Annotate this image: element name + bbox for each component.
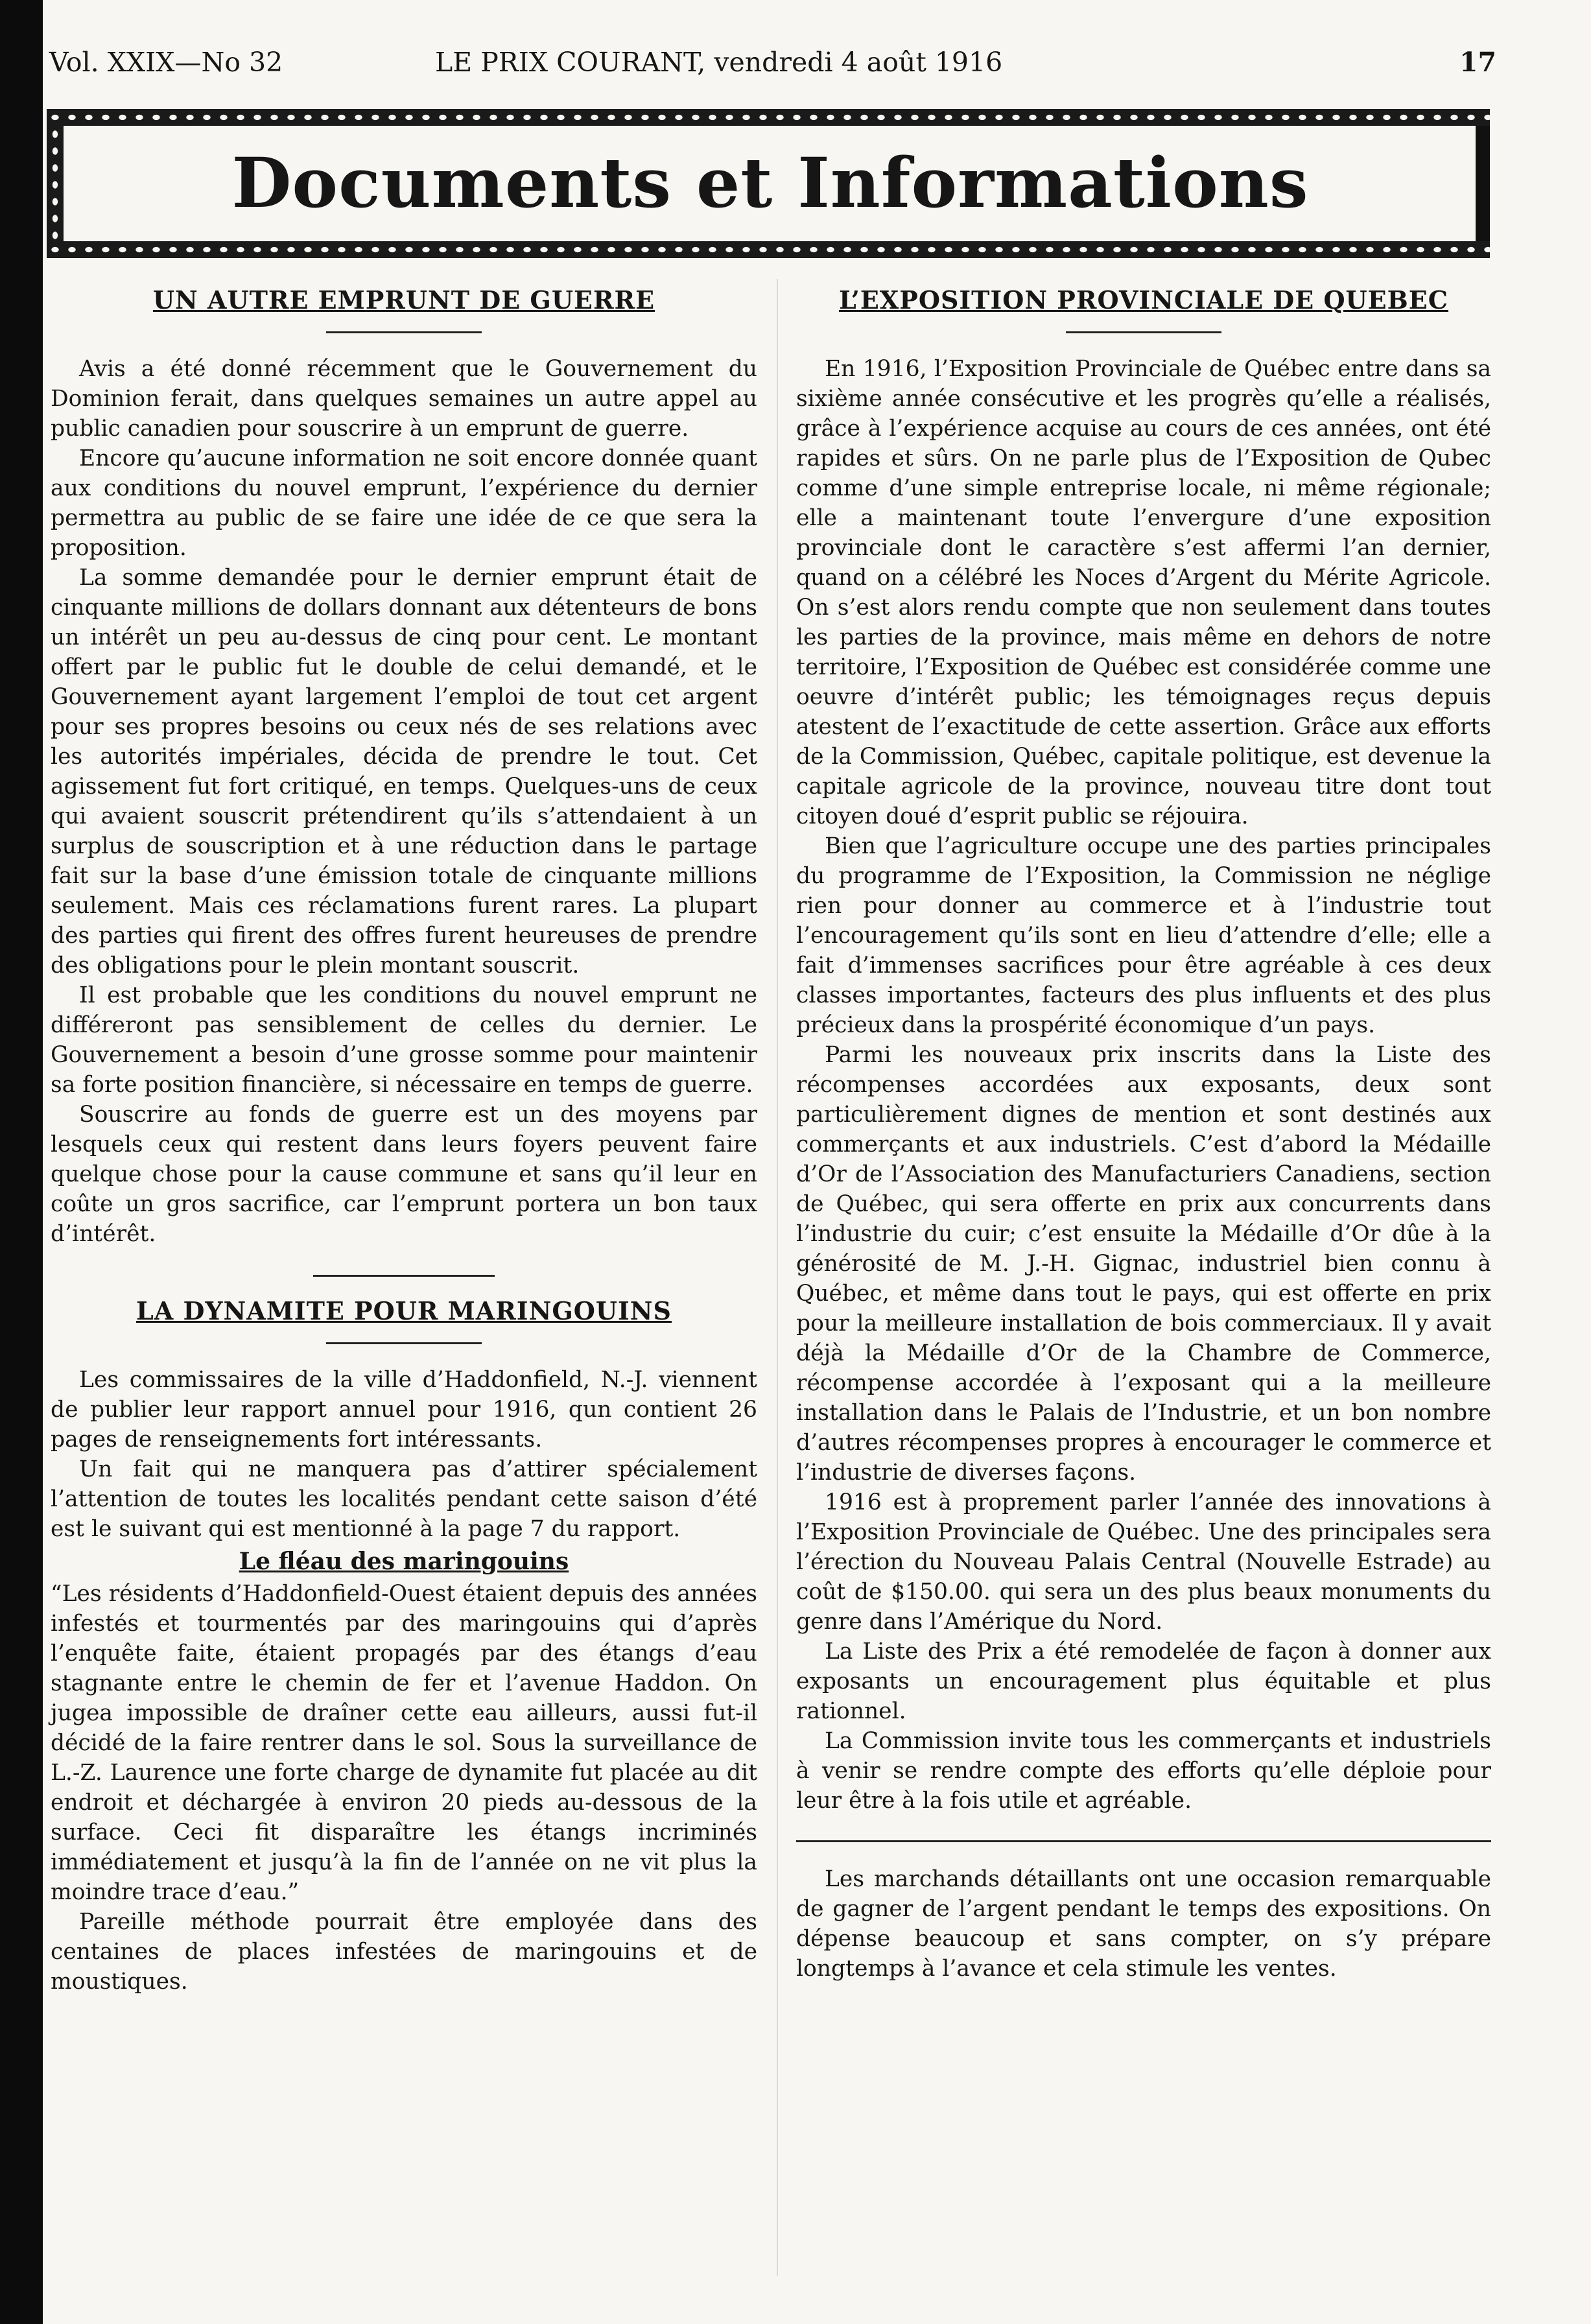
article-paragraph: La somme demandée pour le dernier emprunt était de cinquante millions de dollars donnant aux détenteurs de bons un intérêt un peu au-dessus de cinq pour cent. Le montant offert par le public fut le double de celui demandé, et le Gouvernement ayant largement l’emploi de tout cet argent pour ses propres besoins ou ceux nés de ses relations avec les autorités impériales, décida de prendre le tout. Cet agissement fut fort critiqué, en temps. Quelques-uns de ceux qui avaient souscrit prétendirent qu’ils s’attendaient à un surplus de souscription et à une réduction dans le partage fait sur la base d’une émission totale de cinquante millions seulement. Mais ces réclamations furent rares. La plupart des parties qui firent des offres furent heureuses de prendre des obligations pour le plein montant souscrit. xyxy=(51,565,757,978)
article-paragraph: Les commissaires de la ville d’Haddonfield, N.-J. viennent de publier leur rapport annuel pour 1916, qun contient 26 pages de renseignements fort intéressants. xyxy=(51,1367,757,1452)
article-paragraph: La Commission invite tous les commerçants et industriels à venir se rendre compte des efforts qu’elle déploie pour leur être à la fois utile et agréable. xyxy=(796,1728,1491,1814)
scan-binding-edge xyxy=(0,0,43,2324)
article-separator-rule xyxy=(796,1840,1491,1842)
article-paragraph: Avis a été donné récemment que le Gouvernement du Dominion ferait, dans quelques semaines un autre appel au public canadien pour souscrire à un emprunt de guerre. xyxy=(51,356,757,442)
article-paragraph: La Liste des Prix a été remodelée de façon à donner aux exposants un encouragement plus équitable et plus rationnel. xyxy=(796,1639,1491,1724)
banner-border-left xyxy=(47,126,64,241)
title-rule xyxy=(1066,331,1221,333)
banner-border-bottom xyxy=(47,241,1490,258)
article-title-dynamite: LA DYNAMITE POUR MARINGOUINS xyxy=(136,1296,672,1325)
article-paragraph: Il est probable que les conditions du nouvel emprunt ne différeront pas sensiblement de celles du dernier. Le Gouvernement a besoin d’une grosse somme pour maintenir sa forte position financière, si nécessaire en temps de guerre. xyxy=(51,982,757,1098)
banner-border-top xyxy=(47,109,1490,126)
volume-number: Vol. XXIX—No 32 xyxy=(49,47,283,78)
article-title-exposition: L’EXPOSITION PROVINCIALE DE QUEBEC xyxy=(839,285,1448,314)
article-paragraph: Parmi les nouveaux prix inscrits dans la Liste des récompenses accordées aux exposants, deux sont particulièrement dignes de mention et sont destinés aux commerçants et aux industriels. C’est d’abord la Médaille d’Or de l’Association des Manufacturiers Canadiens, section de Québec, qui sera offerte en prix aux concurrents dans l’industrie du cuir; c’est ensuite la Médaille d’Or dûe à la générosité de M. J.-H. Gignac, industriel bien connu à Québec, et même dans tout le pays, qui est offerte en prix pour la meilleure installation de bois commerciaux. Il y avait déjà la Médaille d’Or de la Chambre de Commerce, récompense accordée à l’exposant qui a la meilleure installation dans le Palais de l’Industrie, et un bon nombre d’autres récompenses propres à encourager le commerce et l’industrie de diverses façons. xyxy=(796,1042,1491,1486)
page-header xyxy=(49,47,1496,92)
article-paragraph: Pareille méthode pourrait être employée dans des centaines de places infestées de maringouins et de moustiques. xyxy=(51,1909,757,1995)
article-paragraph: Les marchands détaillants ont une occasion remarquable de gagner de l’argent pendant le temps des expositions. On dépense beaucoup et sans compter, on s’y prépare longtemps à l’avance et cela stimule les ventes. xyxy=(796,1866,1491,1982)
title-rule xyxy=(326,331,482,333)
section-banner-title: Documents et Informations xyxy=(231,142,1309,223)
article-paragraph: 1916 est à proprement parler l’année des innovations à l’Exposition Provinciale de Québec. Une des principales sera l’érection du Nouveau Palais Central (Nouvelle Estrade) au coût de $150.00. qui sera un des plus beaux monuments du genre dans l’Amérique du Nord. xyxy=(796,1489,1491,1635)
article-subheading: Le fléau des maringouins xyxy=(239,1548,569,1575)
page-number: 17 xyxy=(1459,47,1496,78)
article-paragraph: Souscrire au fonds de guerre est un des moyens par lesquels ceux qui restent dans leurs foyers peuvent faire quelque chose pour la cause commune et sans qu’il leur en coûte un gros sacrifice, car l’emprunt portera un bon taux d’intérêt. xyxy=(51,1102,757,1247)
article-paragraph: En 1916, l’Exposition Provinciale de Québec entre dans sa sixième année consécutive et les progrès qu’elle a réalisés, grâce à l’expérience acquise au cours de ces années, ont été rapides et sûrs. On ne parle plus de l’Exposition de Qubec comme d’une simple entreprise locale, ni même régionale; elle a maintenant toute l’envergure d’une exposition provinciale dont le caractère s’est affermi l’an dernier, quand on a célébré les Noces d’Argent du Mérite Agricole. On s’est alors rendu compte que non seulement dans toutes les parties de la province, mais même en dehors de notre territoire, l’Exposition de Québec est considérée comme une oeuvre d’intérêt public; les témoignages reçus depuis atestent de l’exactitude de cette assertion. Grâce aux efforts de la Commission, Québec, capitale politique, est devenue la capitale agricole de la province, nouveau titre dont tout citoyen doué d’esprit public se réjouira. xyxy=(796,356,1491,829)
article-paragraph: Encore qu’aucune information ne soit encore donnée quant aux conditions du nouvel emprunt, l’expérience du dernier permettra au public de se faire une idée de ce que sera la proposition. xyxy=(51,445,757,561)
article-paragraph: Bien que l’agriculture occupe une des parties principales du programme de l’Exposition, la Commission ne néglige rien pour donner au commerce et à l’industrie tout l’encouragement qu’ils sont en lieu d’attendre d’elle; elle a fait d’immenses sacrifices pour être agréable à ces deux classes importantes, facteurs des plus influents et des plus précieux dans la prospérité économique d’un pays. xyxy=(796,833,1491,1038)
quoted-passage: “Les résidents d’Haddonfield-Ouest étaient depuis des années infestés et tourmentés par des maringouins qui d’après l’enquête faite, étaient propagés par des étangs d’eau stagnante entre le chemin de fer et l’avenue Haddon. On jugea impossible de draîner cette eau ailleurs, aussi fut-il décidé de la faire rentrer dans le sol. Sous la surveillance de L.-Z. Laurence une forte charge de dynamite fut placée au dit endroit et déchargée à environ 20 pieds au-dessous de la surface. Ceci fit disparaître les étangs incriminés immédiatement et jusqu’à la fin de l’année on ne vit plus la moindre trace d’eau.” xyxy=(51,1581,757,1905)
title-rule xyxy=(326,1342,482,1344)
article-separator-rule xyxy=(313,1275,495,1277)
banner-border-right xyxy=(1476,126,1490,241)
right-column xyxy=(796,285,1491,1984)
left-column xyxy=(51,285,757,1997)
article-title-emprunt: UN AUTRE EMPRUNT DE GUERRE xyxy=(152,285,655,314)
column-divider xyxy=(777,279,778,2276)
article-paragraph: Un fait qui ne manquera pas d’attirer spécialement l’attention de toutes les localités pendant cette saison d’été est le suivant qui est mentionné à la page 7 du rapport. xyxy=(51,1456,757,1542)
publication-date: LE PRIX COURANT, vendredi 4 août 1916 xyxy=(435,47,1003,78)
